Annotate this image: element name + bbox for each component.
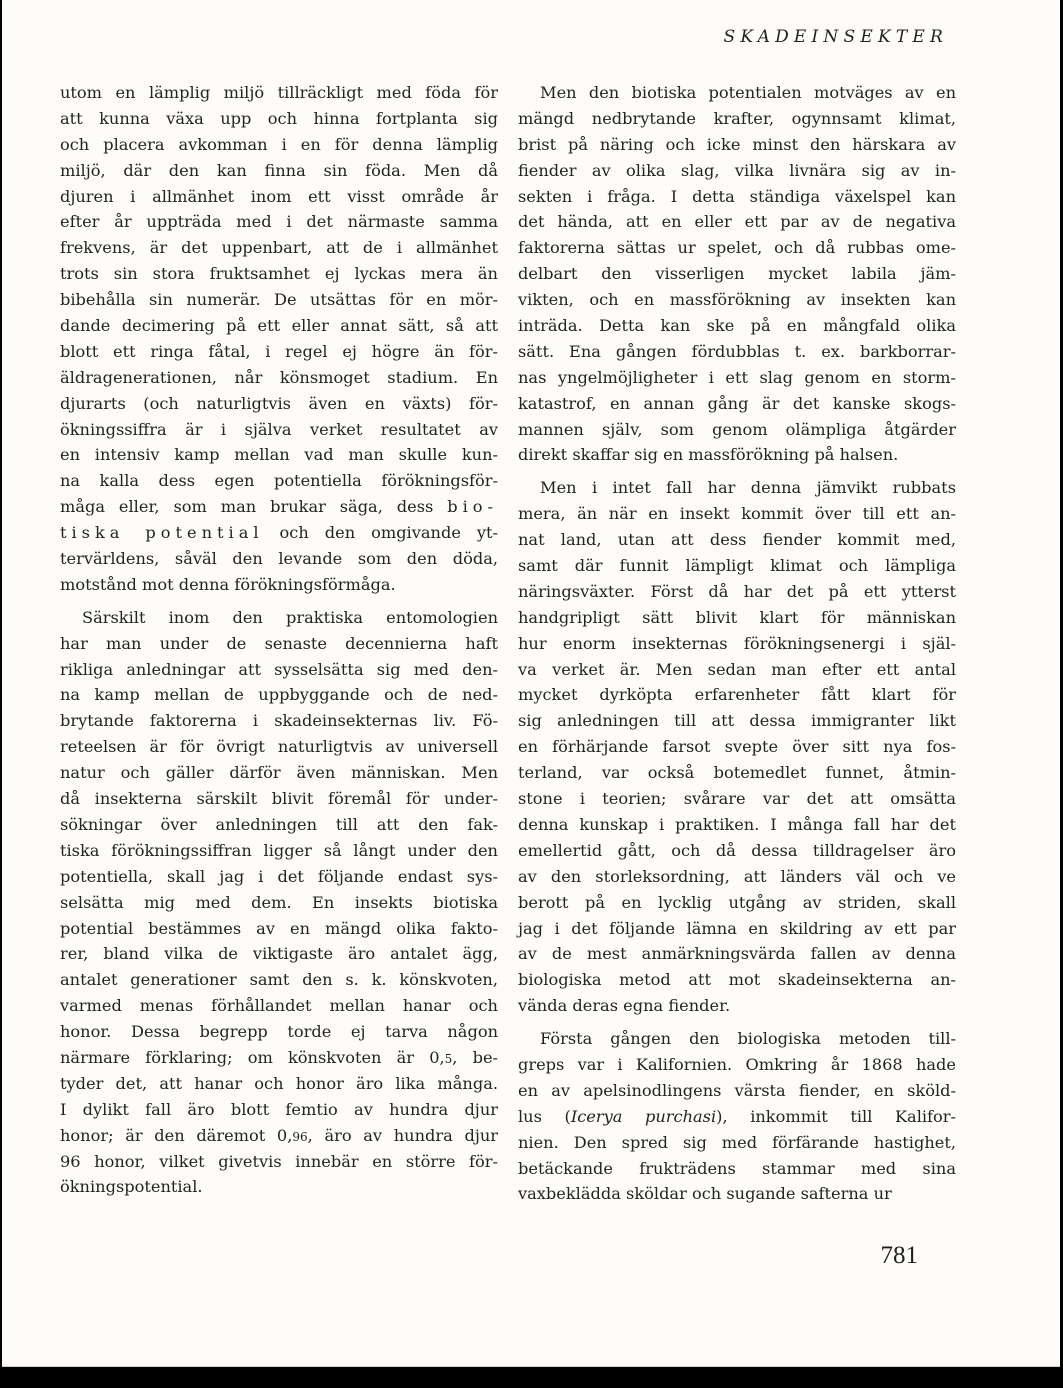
text-line: av den storleksordning, att länders väl och ve [518,866,956,886]
text-line: vända deras egna fiender. [518,996,731,1016]
paragraph [60,80,498,598]
text-line: selsätta mig med dem. En insekts biotiska [60,892,498,912]
text-line: Särskilt inom den praktiska entomologien [82,607,498,627]
text-line: na kamp mellan de uppbyggande och de ned- [60,685,498,705]
text-line: har man under de senaste decennierna haft [60,633,498,653]
book-page [2,0,1060,1367]
text-line: Men den biotiska potentialen motväges av en [540,83,956,102]
text-line: sökningar över anledningen till att den fak- [60,814,498,834]
text-line: potentiella, skall jag i det följande endast sys- [60,866,498,886]
text-line: honor; är den däremot 0,96, äro av hundra djur [60,1125,499,1145]
text-line: djuren i allmänhet inom ett visst område år [60,186,498,206]
text-line: och placera avkomman i en för denna lämplig [60,134,498,154]
paragraph-gap [518,468,956,475]
text-line: att kunna växa upp och hinna fortplanta sig [60,108,498,128]
text-line: antalet generationer samt den s. k. könskvoten, [60,970,498,990]
text-line: efter år uppträda med i det närmaste samma [60,212,498,232]
text-line: tyder det, att hanar och honor äro lika många. [60,1073,498,1093]
text-line: en förhärjande farsot svepte över sitt nya fos- [518,737,956,757]
text-line: denna kunskap i praktiken. I många fall har det [518,814,956,834]
text-line: nas yngelmöjligheter i ett slag genom en storm- [518,367,956,387]
text-line: dande decimering på ett eller annat sätt, så att [60,316,498,336]
text-line: sekten i fråga. I detta ständiga växelspel kan [518,186,956,206]
text-line: brytande faktorerna i skadeinsekternas liv. Fö- [60,711,498,731]
text-line: en av apelsinodlingens värsta fiender, en sköld- [518,1080,956,1100]
text-line: betäckande frukträdens stammar med sina [518,1158,956,1178]
text-line: sätt. Ena gången fördubblas t. ex. barkborrar- [518,341,956,361]
text-line: Första gången den biologiska metoden till- [540,1029,956,1049]
text-line: I dylikt fall äro blott femtio av hundra djur [60,1099,498,1119]
text-line: bibehålla sin numerär. De utsättas för en mör- [60,290,498,310]
text-line: terland, var också botemedlet funnet, åtmin- [518,763,956,783]
text-line: måga eller, som man brukar säga, dess bio- [60,497,498,517]
paragraph [518,1026,956,1207]
paragraph [60,605,498,1200]
text-line: direkt skaffar sig en massförökning på halsen. [518,445,899,465]
text-line: na kalla dess egen potentiella förökningsför- [60,471,498,491]
text-line: näringsväxter. Först då har det på ett ytterst [518,581,956,601]
text-line: berott på en lycklig utgång av striden, skall [518,892,956,912]
text-line: miljö, där den kan finna sin föda. Men då [60,160,498,180]
text-line: vikten, och en massförökning av insekten kan [518,290,956,310]
text-line: blott ett ringa fåtal, i regel ej högre än för- [60,341,498,361]
text-line: tiska förökningssiffran ligger så långt under den [60,840,498,860]
text-line: honor. Dessa begrepp torde ej tarva någon [60,1022,498,1042]
text-line: emellertid gått, och då dessa tilldragelser äro [518,840,956,860]
text-line: mängd nedbrytande krafter, ogynnsamt klimat, [518,108,956,128]
page-number: 781 [880,1242,918,1269]
text-line: natur och gäller därför även människan. Men [60,763,498,783]
text-line: en intensiv kamp mellan vad man skulle kun- [60,445,498,465]
text-line: handgripligt sätt blivit klart för människan [518,607,956,627]
text-line: frekvens, är det uppenbart, att de i allmänhet [60,238,498,258]
text-line: tiska potential och den omgivande yt- [60,523,498,543]
text-line: vaxbeklädda sköldar och sugande safterna ur [518,1184,892,1204]
text-line: Men i intet fall har denna jämvikt rubbats [540,478,956,498]
text-line: sig anledningen till att dessa immigranter likt [518,711,956,731]
text-line: 96 honor, vilket givetvis innebär en större för- [60,1151,498,1171]
text-line: djurarts (och naturligtvis även en växts) för- [60,393,498,413]
text-line: katastrof, en annan gång är det kanske skogs- [518,393,956,413]
text-line: samt där funnit lämpligt klimat och lämpliga [518,556,956,576]
text-line: mannen själv, som genom olämpliga åtgärder [518,419,956,439]
text-line: delbart den visserligen mycket labila jäm- [518,264,956,284]
text-line: inträda. Detta kan ske på en mångfald olika [518,316,956,336]
text-line: rer, bland vilka de viktigaste äro antalet ägg, [60,944,498,964]
text-line: biologiska metod att mot skadeinsekterna an- [518,970,956,990]
text-line: ökningspotential. [60,1177,203,1197]
text-line: lus (Icerya purchasi), inkommit till Kalifor- [518,1106,957,1126]
paragraph-gap [60,598,498,605]
text-line: närmare förklaring; om könskvoten är 0,5, be- [60,1047,498,1067]
text-line: stone i teorien; svårare var det att omsätta [518,789,956,809]
right-column [518,80,956,1207]
paragraph-gap [518,1019,956,1026]
text-line: utom en lämplig miljö tillräckligt med föda för [60,83,498,102]
paragraph [518,475,956,1019]
text-line: va verket är. Men sedan man efter ett antal [518,659,956,679]
text-line: greps var i Kalifornien. Omkring år 1868 hade [518,1054,956,1074]
text-line: mycket dyrköpta erfarenheter fått klart för [518,685,956,705]
text-line: varmed menas förhållandet mellan hanar och [60,996,498,1016]
text-line: rikliga anledningar att sysselsätta sig med den- [60,659,498,679]
text-line: nat land, utan att dess fiender kommit med, [518,530,956,550]
text-line: trots sin stora fruktsamhet ej lyckas mera än [60,264,498,284]
text-line: motstånd mot denna förökningsförmåga. [60,574,396,594]
text-line: det hända, att en eller ett par av de negativa [518,212,956,232]
running-head: SKADEINSEKTER [723,27,948,47]
text-line: av de mest anmärkningsvärda fallen av denna [518,944,956,964]
text-line: äldragenerationen, når könsmoget stadium. En [60,367,498,387]
text-line: faktorerna sättas ur spelet, och då rubbas ome- [518,238,956,258]
text-line: nien. Den spred sig med förfärande hastighet, [518,1132,956,1152]
text-line: jag i det följande lämna en skildring av ett par [518,918,956,938]
text-line: hur enorm insekternas förökningsenergi i själ- [518,633,956,653]
text-line: mera, än när en insekt kommit över till ett an- [518,504,956,524]
text-line: potential bestämmes av en mängd olika fakto- [60,918,498,938]
text-line: fiender av olika slag, vilka livnära sig av in- [518,160,956,180]
left-column [60,80,498,1200]
text-line: ökningssiffra är i själva verket resultatet av [60,419,498,439]
text-line: brist på näring och icke minst den härskara av [518,134,956,154]
text-line: reteelsen är för övrigt naturligtvis av universell [60,737,498,757]
text-line: tervärldens, såväl den levande som den döda, [60,549,498,569]
text-line: då insekterna särskilt blivit föremål för under- [60,789,498,809]
paragraph [518,80,956,468]
